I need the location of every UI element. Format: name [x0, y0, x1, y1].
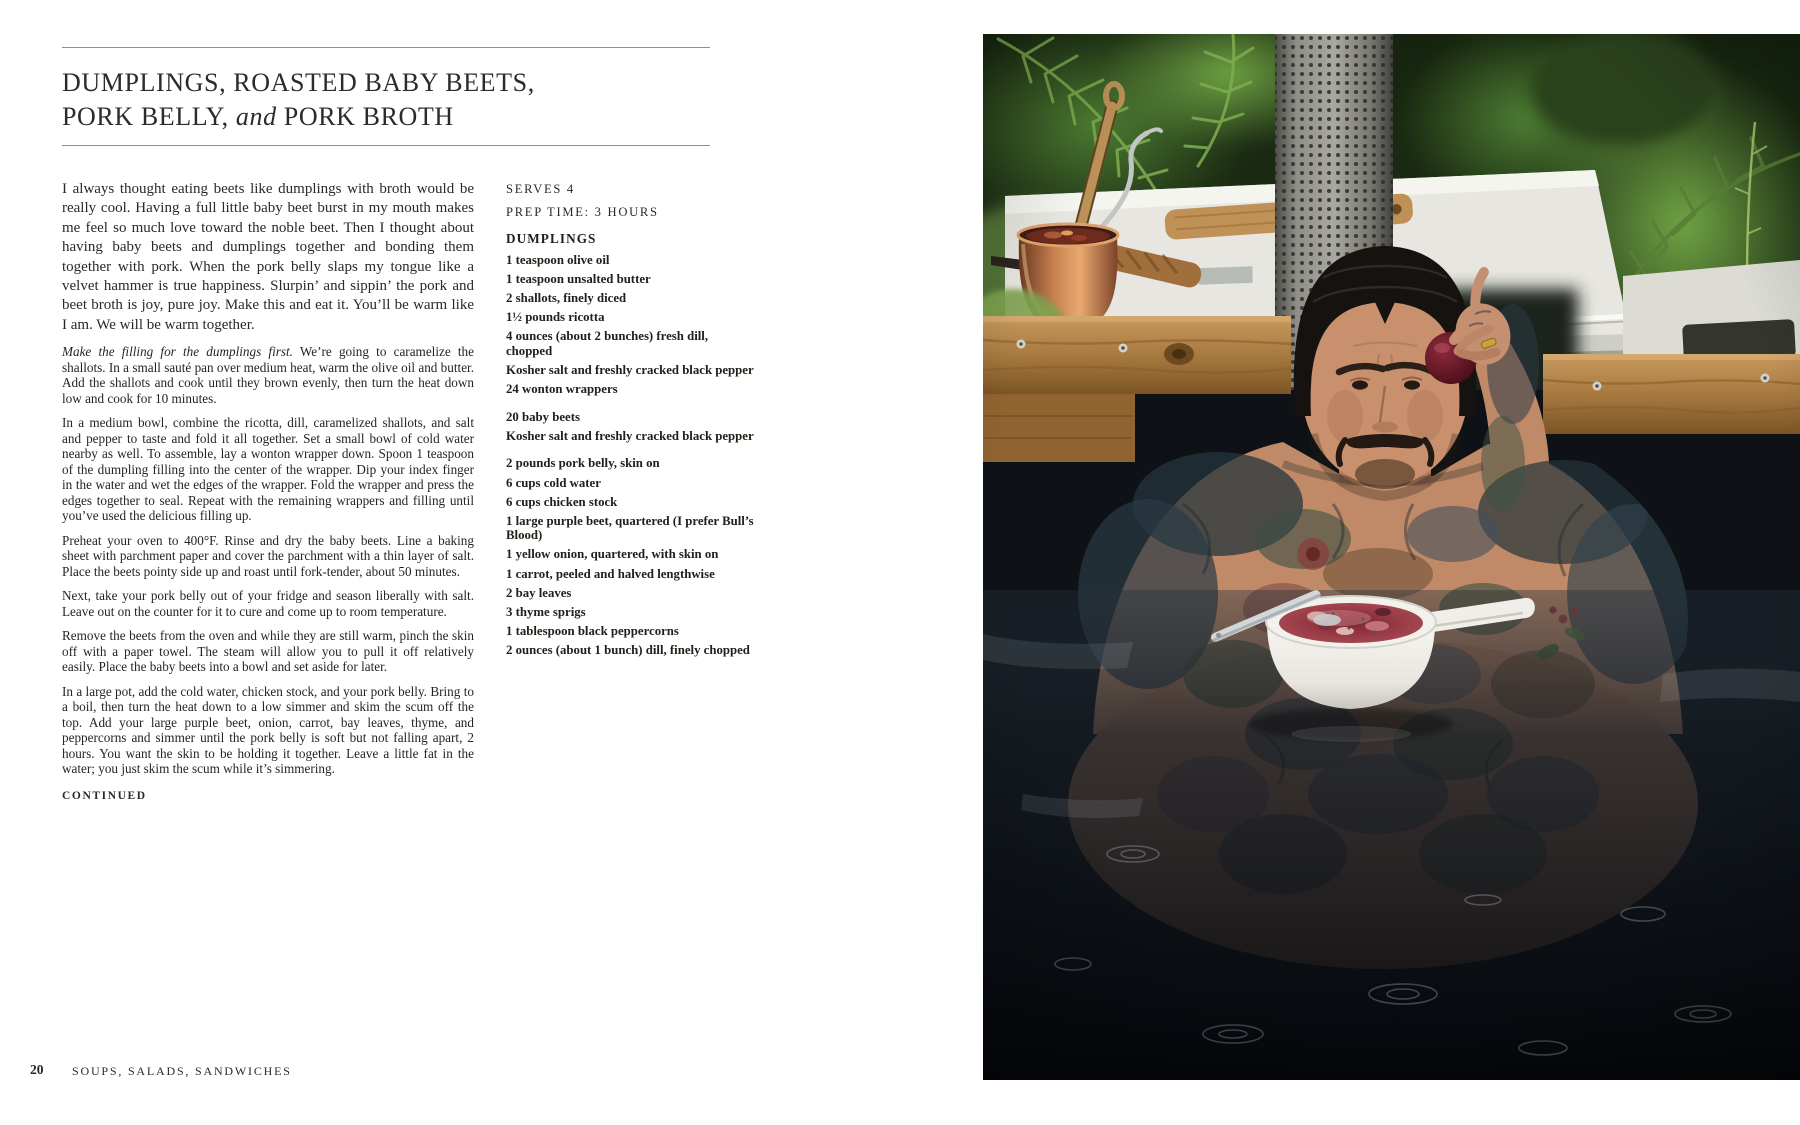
title-bottom-rule [62, 145, 710, 146]
method-step: In a large pot, add the cold water, chicken stock, and your pork belly. Bring to a boil, then turn the heat down to a low simmer and skim the scum off the top. Add your large purple beet, onion, carrot, bay leaves, thyme, and peppercorns and simmer until the pork belly is soft but not falling apart, 2 hours. You want the skin to be holding it together. Leave a little fat in the water; you just skim the scum while it’s simmering. [62, 683, 474, 776]
ingredient: 24 wonton wrappers [506, 382, 618, 397]
method-step: In a medium bowl, combine the ricotta, dill, caramelized shallots, and salt and pepper to taste and fold it all together. Set a small bowl of cold water nearby as well. To assemble, lay a wonton wrapper down. Spoon 1 teaspoon of the dumpling filling into the center of the wrapper. Dip your index finger in the water and wet the edges of the wrapper. Fold the wrapper and press the edges together to seal. Repeat with the remaining wrappers and filling until you’ve used the delicious filling up. [62, 415, 474, 523]
ingredient: 1 tablespoon black peppercorns [506, 623, 679, 638]
ingredient-group-dumplings [506, 253, 754, 397]
ingredient: 1 teaspoon olive oil [506, 253, 610, 267]
title-line2-post: PORK BROTH [276, 102, 454, 131]
method-step: Preheat your oven to 400°F. Rinse and dry the baby beets. Line a baking sheet with parchment paper and cover the parchment with a thin layer of salt. Place the beets pointy side up and roast until fork-tender, about 50 minutes. [62, 532, 474, 579]
ingredient: 3 thyme sprigs [506, 604, 586, 619]
ingredient: 1 large purple beet, quartered (I prefer Bull’s Blood) [506, 513, 754, 543]
ingredient: 1 teaspoon unsalted butter [506, 272, 651, 287]
ingredients-column [506, 181, 754, 662]
ingredient: 1 yellow onion, quartered, with skin on [506, 547, 719, 562]
recipe-photo [983, 34, 1800, 1080]
method-step: Make the filling for the dumplings first. We’re going to caramelize the shallots. In a small sauté pan over medium heat, warm the olive oil and butter. Add the shallots and cook until they brown evenly, then turn the heat down low and cook for 10 minutes. [62, 344, 475, 406]
method-step: Remove the beets from the oven and while they are still warm, pinch the skin off with a paper towel. The steam will allow you to pull it off relatively easily. Place the baby beets into a bowl and set aside for later. [62, 628, 474, 674]
ingredient-group-broth [506, 456, 754, 657]
ingredient: 2 shallots, finely diced [506, 291, 627, 306]
method-step: Next, take your pork belly out of your fridge and season liberally with salt. Leave out on the counter for it to cure and come up to room temperature. [62, 588, 474, 619]
ingredient: 4 ounces (about 2 bunches) fresh dill, chopped [506, 329, 709, 358]
vignette [983, 34, 1800, 1080]
step-lead-italic: Make the filling for the dumplings first. [62, 344, 293, 359]
top-rule [62, 47, 710, 48]
title-line1: DUMPLINGS, ROASTED BABY BEETS, [62, 68, 535, 97]
ingredient: 6 cups cold water [506, 475, 601, 490]
ingredient: 2 pounds pork belly, skin on [506, 456, 660, 471]
method-steps [62, 344, 474, 813]
continued-label: CONTINUED [62, 789, 147, 802]
ingredient-group-beets [506, 410, 754, 444]
prep-time-label: PREP TIME: 3 HOURS [506, 205, 659, 219]
ingredient: 2 bay leaves [506, 585, 572, 600]
ingredients-heading: DUMPLINGS [506, 231, 597, 246]
ingredient: 6 cups chicken stock [506, 494, 618, 509]
title-line2-pre: PORK BELLY, [62, 102, 236, 131]
serves-label: SERVES 4 [506, 182, 575, 196]
title-line2-italic: and [235, 102, 277, 131]
ingredient: 20 baby beets [506, 409, 580, 424]
photo-illustration [983, 34, 1800, 1080]
page-number: 20 [30, 1062, 44, 1077]
ingredient: Kosher salt and freshly cracked black pepper [506, 428, 754, 443]
ingredient: 2 ounces (about 1 bunch) dill, finely chopped [506, 642, 750, 657]
ingredient: 1½ pounds ricotta [506, 310, 605, 325]
footer-section-title: SOUPS, SALADS, SANDWICHES [72, 1063, 292, 1078]
ingredient: 1 carrot, peeled and halved lengthwise [506, 566, 715, 581]
recipe-title [62, 66, 722, 134]
recipe-intro: I always thought eating beets like dumplings with broth would be really cool. Having a full little baby beet burst in my mouth makes me feel so much love toward the noble beet. Then I thought about having baby beets and dumplings together and bonding them together with pork. When the pork belly slaps my tongue like a velvet hammer is true happiness. Slurpin’ and sippin’ the pork and beet broth is joy, pure joy. Make this and eat it. You’ll be warm like I am. We will be warm together. [62, 181, 474, 333]
ingredient: Kosher salt and freshly cracked black pepper [506, 363, 754, 378]
